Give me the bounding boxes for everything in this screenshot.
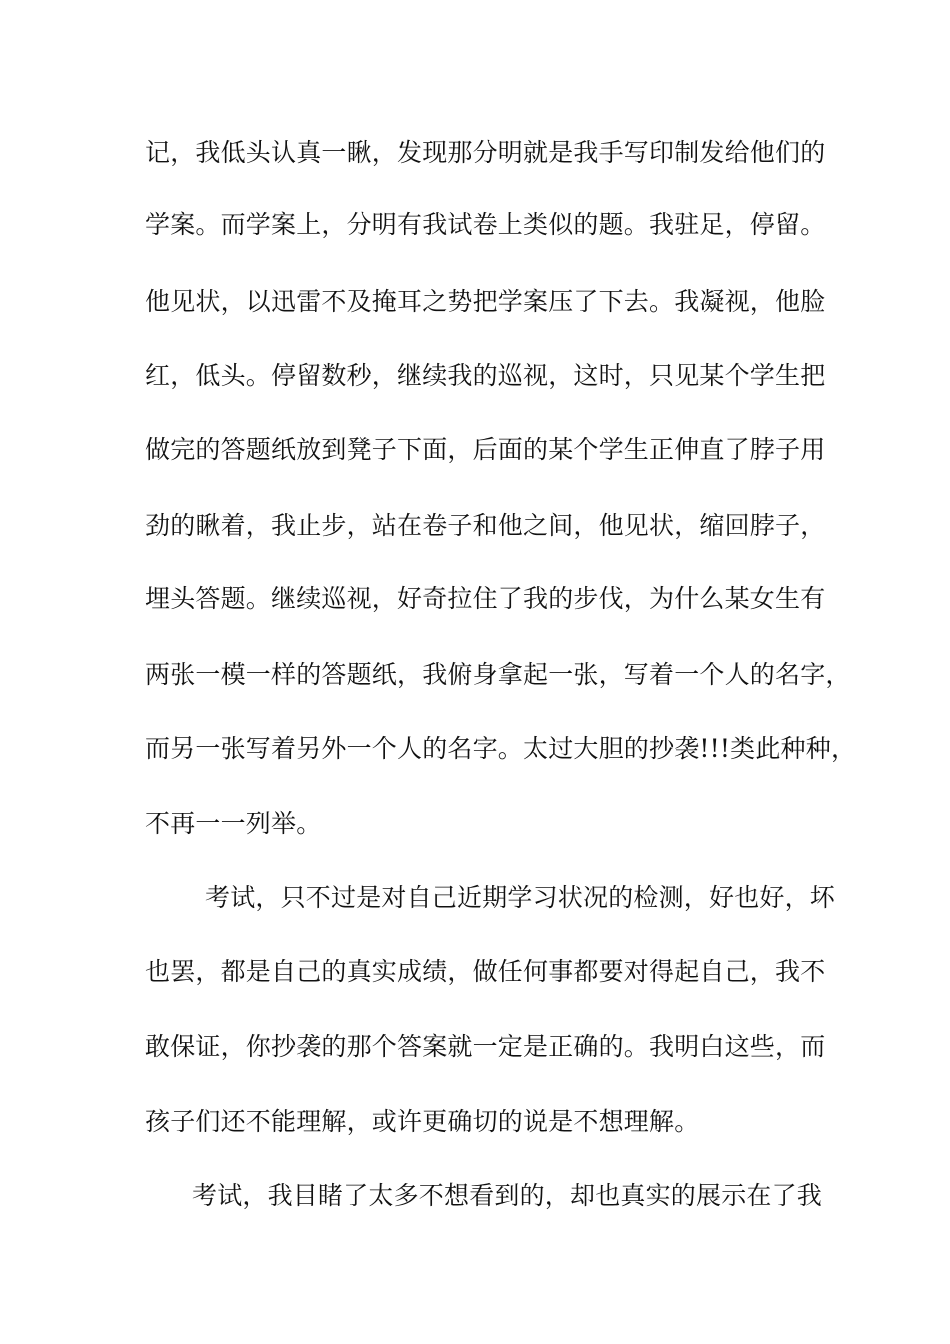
text-line: 埋头答题。继续巡视，好奇拉住了我的步伐，为什么某女生有 [145, 584, 826, 613]
text-line-paragraph-end: 不再一一列举。 [145, 809, 322, 838]
text-line-paragraph-start: 考试，只不过是对自己近期学习状况的检测，好也好，坏 [205, 883, 836, 912]
text-line: 也罢，都是自己的真实成绩，做任何事都要对得起自己，我不 [145, 957, 826, 986]
text-line: 他见状，以迅雷不及掩耳之势把学案压了下去。我凝视，他脸 [145, 287, 826, 316]
text-line: 记，我低头认真一瞅，发现那分明就是我手写印制发给他们的 [145, 138, 826, 167]
text-line: 做完的答题纸放到凳子下面，后面的某个学生正伸直了脖子用 [145, 435, 826, 464]
text-line: 两张一模一样的答题纸，我俯身拿起一张，写着一个人的名字， [145, 660, 851, 689]
text-line: 红，低头。停留数秒，继续我的巡视，这时，只见某个学生把 [145, 361, 826, 390]
text-line-paragraph-start: 考试，我目睹了太多不想看到的，却也真实的展示在了我 [192, 1181, 823, 1210]
text-line: 而另一张写着另外一个人的名字。太过大胆的抄袭!!!类此种种， [145, 734, 857, 763]
text-line: 学案。而学案上，分明有我试卷上类似的题。我驻足，停留。 [145, 210, 826, 239]
text-line-paragraph-end: 孩子们还不能理解，或许更确切的说是不想理解。 [145, 1107, 700, 1136]
text-line: 劲的瞅着，我止步，站在卷子和他之间，他见状，缩回脖子， [145, 511, 826, 540]
text-line: 敢保证，你抄袭的那个答案就一定是正确的。我明白这些，而 [145, 1032, 826, 1061]
